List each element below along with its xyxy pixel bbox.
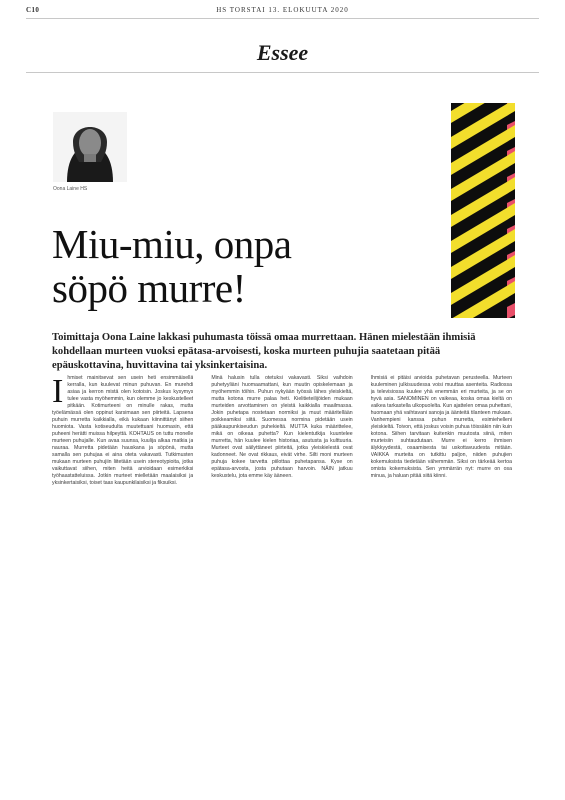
title-line-1: Miu-miu, onpa — [52, 221, 292, 267]
section-title: Essee — [256, 40, 309, 65]
article-title — [52, 222, 291, 310]
body-text: Ihmisiä ei pitäisi arvioida puhetavan perusteella. Murteen kuuleminen julkisuudessa voisi muuttaa asenteita. Radiossa ja televisiossa kuulee yhä enemmän eri murteita, ja se on hyvä asia. SANOMINEN on vaikeaa, koska omaa kieltä on vaikea tarkastella ulkopuolelta. Kun ajattelen omaa puhettani, huomaan yhä vaihtavani sanoja ja äänteitä tilanteen mukaan. Vanhempieni kanssa puhun murretta, esimiehelleni yleiskieltä. Toivon, että joskus voisin puhua töissäkin niin kuin kotona. Siihen tarvitaan kuitenkin muutosta siinä, miten murteisiin suhtaudutaan. Murre ei kerro ihmisen älykkyydestä, osaamisesta tai uskottavuudesta mitään. VAIKKA murteita on tutkittu paljon, niiden puhujien kokemuksista tiedetään vähemmän. Siksi on tärkeää kertoa omista kokemuksista. Sen ymmärrän nyt: murre on osa minua, ja haluan pitää siitä kiinni. — [370, 375, 512, 479]
body-text: Minä halusin tulla otetuksi vakavasti. Siksi vaihdoin puhetyyliäni huomaamattani, kun muutin opiskelemaan ja myöhemmin töihin. Puhun nykyään työssä lähes yleiskieltä, mutta kotona murre palaa heti. Kielitieteilijöiden mukaan murteiden arvottaminen on yleistä kaikkialla maailmassa. Jokin puhetapa nostetaan normiksi ja muut määritellään poikkeamiksi siitä. Suomessa normina pidetään usein pääkaupunkiseudun puhekieltä. MUTTA kuka määrittelee, mikä on oikeaa puhetta? Kun kielentutkija kuuntelee murretta, hän kuulee kielen historiaa, asutusta ja kulttuuria. Murteet ovat säilyttäneet piirteitä, jotka yleiskielestä ovat kadonneet. Ne ovat rikkaus, eivät virhe. Silti moni murteen puhuja kokee tarvetta piilottaa puhetapansa. Kyse on epätasa-arvosta, josta puhutaan harvoin. NÄIN jatkuu keskustelu, jota emme käy ääneen. — [211, 375, 353, 479]
body-column-1 — [52, 375, 193, 775]
header-divider — [26, 18, 539, 19]
photo-caption: Oona Laine HS — [53, 186, 88, 192]
body-column-2 — [211, 375, 352, 775]
article-body — [52, 375, 512, 775]
title-line-2: söpö murre! — [52, 265, 246, 311]
section-divider — [26, 72, 539, 73]
body-column-3 — [371, 375, 512, 775]
drop-cap: I — [52, 375, 64, 410]
article-lead: Toimittaja Oona Laine lakkasi puhumasta töissä omaa murrettaan. Hänen mielestään ihmisiä kohdellaan murteen vuoksi epätasa-arvoisesti, koska murteen puhujia saatetaan pitää epäuskottavina, huvittavina tai yksinkertaisina. — [52, 332, 476, 371]
decorative-stripes — [451, 103, 515, 318]
page-number: C10 — [26, 6, 40, 14]
body-text: hmiset mainitsevat sen usein heti ensimmäisellä kerralla, kun kuulevat minun puhuvan. En murehdi asiaa ja kerron mistä olen kotoisin. Joskus kysymys tulee vasta myöhemmin, kun olemme jo keskustelleet pitkään. Kotimurteeni on minulle rakas, mutta työelämässä olen oppinut karsimaan sen piirteitä. Lapsena puhuin murretta kaikkialla, eikä kukaan kiinnittänyt siihen huomiota. Vasta kotiseudulta muutettuani huomasin, että puheeni herätti muissa hilpeyttä. KOHTAUS on tuttu monelle murteen puhujalle. Kun avaa suunsa, kuulija alkaa matkia ja nauraa. Murretta pidetään hauskana ja söpönä, mutta samalla sen puhujaa ei aina oteta vakavasti. Tutkimusten mukaan murteen puhujiin liitetään usein stereotypioita, jotka vaikuttavat siihen, miten heitä arvioidaan esimerkiksi työhaastatteluissa. Jotkin murteet mielletään maalaisiksi ja yksinkertaisiksi, toiset taas kaupunkilaisiksi ja fiksuiksi. — [52, 375, 194, 486]
dateline: HS TORSTAI 13. ELOKUUTA 2020 — [216, 6, 349, 14]
author-photo — [53, 112, 127, 182]
